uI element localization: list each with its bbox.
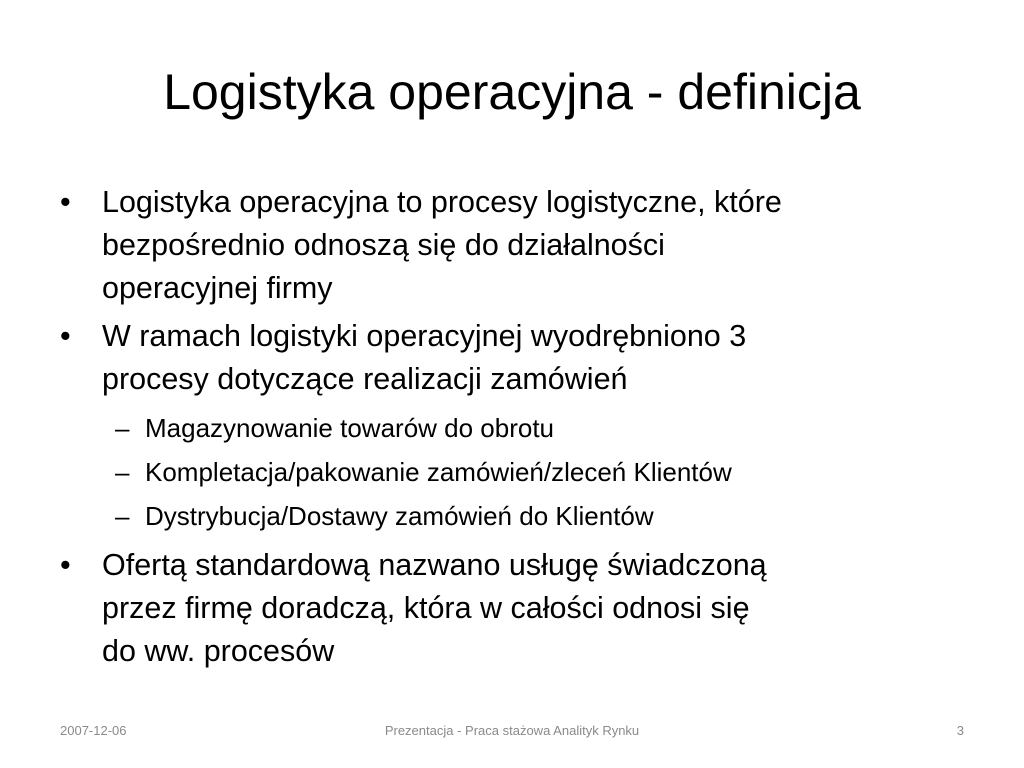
bullet-line: operacyjnej firmy	[102, 271, 333, 305]
bullet-marker: •	[60, 185, 71, 219]
bullet-item	[60, 315, 980, 401]
footer-page-number: 3	[956, 723, 964, 738]
sub-bullet-marker: –	[115, 457, 130, 487]
sub-bullet-item	[60, 450, 980, 494]
bullet-item	[60, 181, 980, 310]
footer-title: Prezentacja - Praca stażowa Analityk Rynku	[384, 723, 640, 738]
sub-bullet-item	[60, 406, 980, 450]
slide-title: Logistyka operacyjna - definicja	[163, 64, 861, 120]
bullet-line: Logistyka operacyjna to procesy logistyczne, które	[102, 185, 782, 219]
bullet-marker: •	[60, 548, 71, 582]
bullet-item	[60, 544, 980, 673]
bullet-line: do ww. procesów	[102, 634, 335, 668]
sub-bullet-text: Kompletacja/pakowanie zamówień/zleceń Klientów	[145, 457, 732, 487]
bullet-line: bezpośrednio odnoszą się do działalności	[102, 228, 665, 262]
footer-date: 2007-12-06	[60, 723, 127, 738]
bullet-line: przez firmę doradczą, która w całości odnosi się	[102, 591, 750, 625]
bullet-line: Ofertą standardową nazwano usługę świadczoną	[102, 548, 767, 582]
sub-bullet-list	[60, 406, 980, 538]
sub-bullet-text: Dystrybucja/Dostawy zamówień do Klientów	[145, 501, 654, 531]
slide-content	[60, 181, 980, 678]
bullet-line: W ramach logistyki operacyjnej wyodrębniono 3	[102, 319, 747, 353]
sub-bullet-marker: –	[115, 413, 130, 443]
sub-bullet-marker: –	[115, 501, 130, 531]
bullet-marker: •	[60, 319, 71, 353]
bullet-line: procesy dotyczące realizacji zamówień	[102, 362, 628, 396]
sub-bullet-item	[60, 494, 980, 538]
sub-bullet-text: Magazynowanie towarów do obrotu	[145, 413, 555, 443]
